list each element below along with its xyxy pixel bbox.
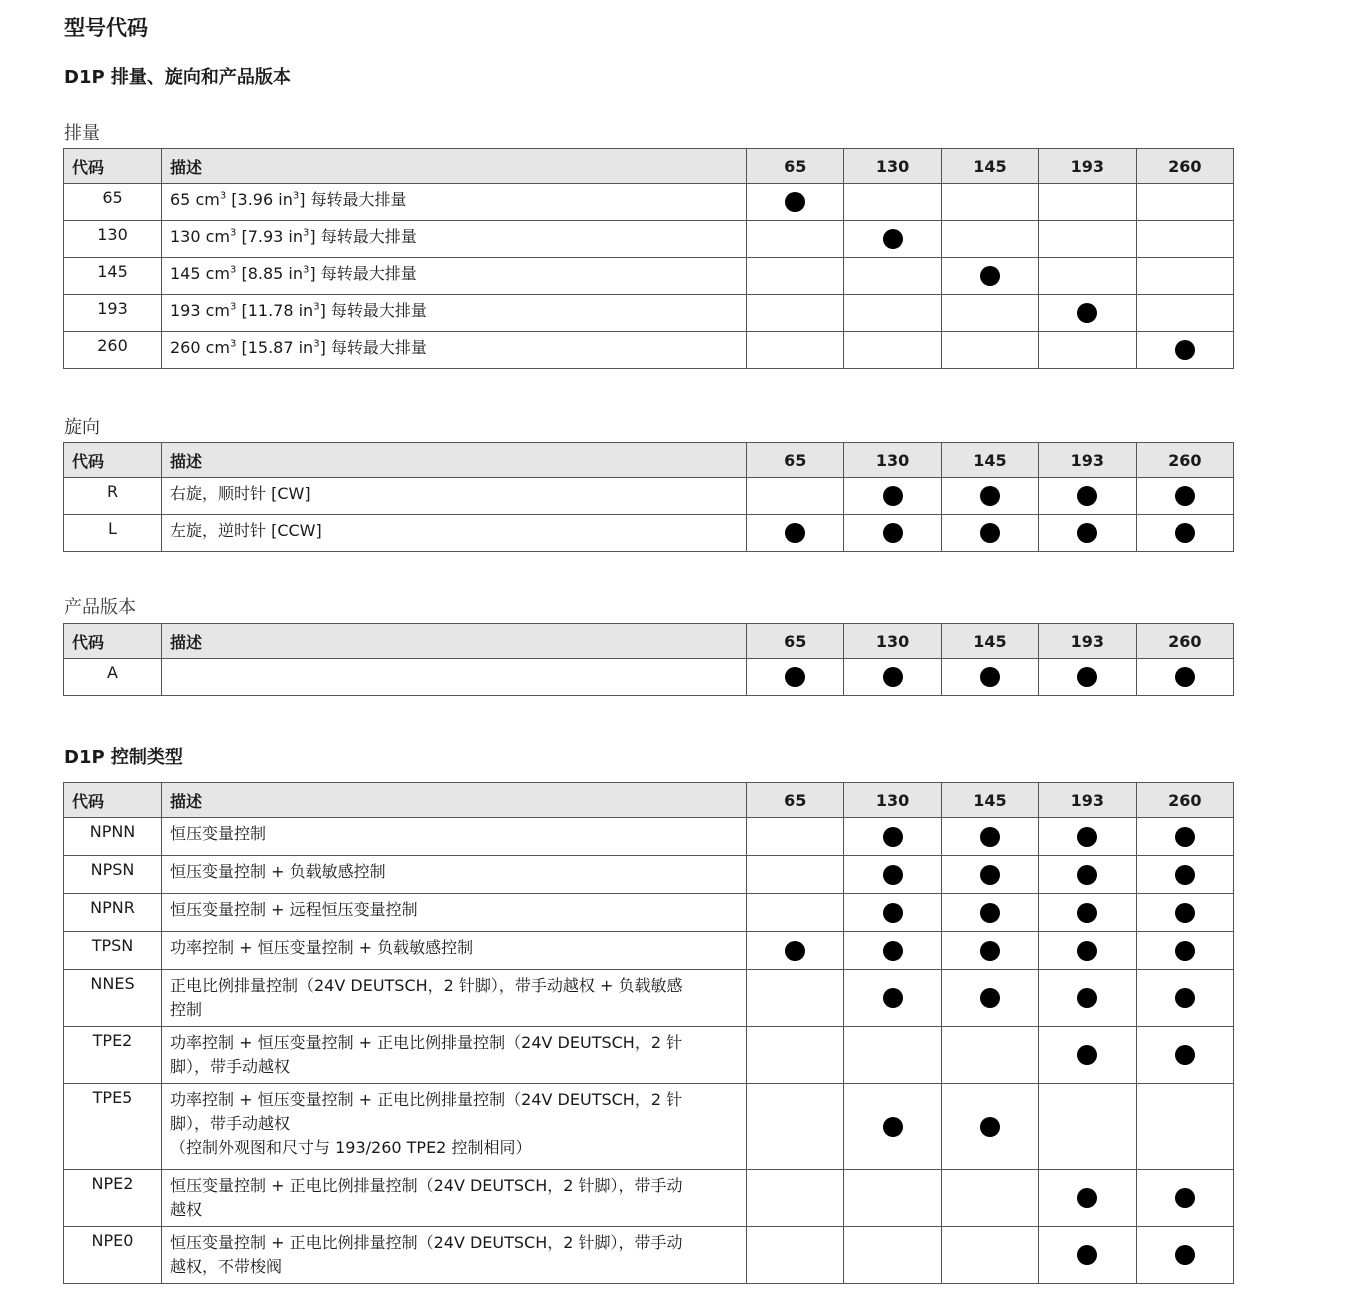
code-cell: NNES: [64, 970, 162, 1027]
availability-dot-icon: [1077, 1045, 1097, 1065]
availability-dot-icon: [980, 523, 1000, 543]
availability-dot-icon: [883, 903, 903, 923]
superscript: 3: [292, 190, 300, 202]
availability-dot-icon: [1175, 1045, 1195, 1065]
availability-dot-icon: [1175, 865, 1195, 885]
availability-dot-icon: [980, 988, 1000, 1008]
availability-cell-193: [1039, 332, 1136, 369]
superscript: 3: [230, 264, 237, 276]
availability-cell-65: [747, 659, 844, 696]
column-header-size-145: 145: [941, 149, 1038, 184]
availability-cell-260: [1136, 932, 1233, 970]
description-cell: 左旋，逆时针 [CCW]: [162, 515, 747, 552]
availability-cell-260: [1136, 818, 1233, 856]
section-title-displacement-rotation-version: D1P 排量、旋向和产品版本: [64, 67, 291, 88]
description-cell: 130 $cm^3$ [7.93 $in^3$] 每转最大排量: [162, 221, 747, 258]
table-row: [64, 332, 1234, 369]
availability-cell-65: [747, 295, 844, 332]
table-row: [64, 818, 1234, 856]
availability-dot-icon: [1175, 1188, 1195, 1208]
product-version-table: [63, 623, 1234, 696]
description-cell: 193 $cm^3$ [11.78 $in^3$] 每转最大排量: [162, 295, 747, 332]
availability-cell-193: [1039, 932, 1136, 970]
availability-cell-260: [1136, 478, 1233, 515]
column-header-size-130: 130: [844, 443, 941, 478]
availability-cell-145: [941, 515, 1038, 552]
availability-cell-65: [747, 515, 844, 552]
column-header-description: 描述: [162, 624, 747, 659]
code-cell: L: [64, 515, 162, 552]
availability-dot-icon: [883, 486, 903, 506]
column-header-size-193: 193: [1039, 624, 1136, 659]
page-title: 型号代码: [64, 16, 148, 40]
availability-dot-icon: [785, 667, 805, 687]
availability-cell-260: [1136, 856, 1233, 894]
availability-cell-130: [844, 932, 941, 970]
availability-cell-65: [747, 970, 844, 1027]
availability-dot-icon: [883, 523, 903, 543]
superscript: 3: [230, 338, 237, 350]
availability-dot-icon: [980, 266, 1000, 286]
table-row: [64, 970, 1234, 1027]
table-row: [64, 1227, 1234, 1284]
availability-dot-icon: [980, 865, 1000, 885]
availability-cell-193: [1039, 221, 1136, 258]
availability-dot-icon: [883, 667, 903, 687]
availability-cell-65: [747, 818, 844, 856]
availability-cell-130: [844, 478, 941, 515]
availability-cell-130: [844, 1170, 941, 1227]
control-type-table: [63, 782, 1234, 1284]
availability-cell-145: [941, 894, 1038, 932]
description-cell: 恒压变量控制: [162, 818, 747, 856]
superscript: 3: [303, 264, 310, 276]
availability-cell-65: [747, 1027, 844, 1084]
availability-cell-65: [747, 332, 844, 369]
availability-dot-icon: [1175, 941, 1195, 961]
description-cell: 260 $cm^3$ [15.87 $in^3$] 每转最大排量: [162, 332, 747, 369]
caption-rotation: 旋向: [64, 417, 100, 438]
availability-cell-65: [747, 258, 844, 295]
availability-dot-icon: [1175, 903, 1195, 923]
availability-cell-260: [1136, 515, 1233, 552]
availability-dot-icon: [1175, 988, 1195, 1008]
table-row: [64, 1027, 1234, 1084]
availability-dot-icon: [1077, 303, 1097, 323]
availability-dot-icon: [883, 229, 903, 249]
availability-cell-260: [1136, 1170, 1233, 1227]
caption-displacement: 排量: [64, 123, 100, 144]
availability-dot-icon: [1175, 523, 1195, 543]
availability-cell-65: [747, 478, 844, 515]
column-header-code: 代码: [64, 443, 162, 478]
table-row: [64, 258, 1234, 295]
availability-cell-260: [1136, 659, 1233, 696]
column-header-description: 描述: [162, 149, 747, 184]
availability-cell-145: [941, 184, 1038, 221]
availability-cell-193: [1039, 659, 1136, 696]
description-cell: 恒压变量控制 + 正电比例排量控制（24V DEUTSCH，2 针脚），带手动 越权，不带梭阀: [162, 1227, 747, 1284]
code-cell: 145: [64, 258, 162, 295]
table-header-row: [64, 624, 1234, 659]
superscript: 3: [313, 338, 320, 350]
description-cell: 恒压变量控制 + 正电比例排量控制（24V DEUTSCH，2 针脚），带手动 越权: [162, 1170, 747, 1227]
availability-cell-145: [941, 332, 1038, 369]
code-cell: 65: [64, 184, 162, 221]
availability-dot-icon: [1077, 988, 1097, 1008]
availability-dot-icon: [980, 1117, 1000, 1137]
availability-cell-260: [1136, 221, 1233, 258]
availability-cell-65: [747, 1084, 844, 1170]
description-cell: [162, 659, 747, 696]
availability-dot-icon: [1175, 667, 1195, 687]
availability-cell-193: [1039, 1227, 1136, 1284]
availability-cell-130: [844, 818, 941, 856]
availability-dot-icon: [883, 865, 903, 885]
availability-cell-193: [1039, 1084, 1136, 1170]
description-cell: 右旋，顺时针 [CW]: [162, 478, 747, 515]
table-row: [64, 659, 1234, 696]
column-header-size-65: 65: [747, 443, 844, 478]
availability-dot-icon: [1077, 486, 1097, 506]
description-cell: 恒压变量控制 + 远程恒压变量控制: [162, 894, 747, 932]
availability-dot-icon: [1077, 941, 1097, 961]
availability-cell-145: [941, 659, 1038, 696]
column-header-size-260: 260: [1136, 624, 1233, 659]
availability-cell-145: [941, 295, 1038, 332]
column-header-size-130: 130: [844, 149, 941, 184]
availability-dot-icon: [980, 667, 1000, 687]
availability-cell-193: [1039, 818, 1136, 856]
table-row: [64, 1084, 1234, 1170]
availability-cell-130: [844, 1227, 941, 1284]
superscript: 3: [313, 301, 320, 313]
availability-cell-130: [844, 856, 941, 894]
code-cell: TPSN: [64, 932, 162, 970]
availability-cell-145: [941, 1227, 1038, 1284]
availability-cell-193: [1039, 258, 1136, 295]
table-row: [64, 1170, 1234, 1227]
code-cell: NPSN: [64, 856, 162, 894]
availability-cell-130: [844, 1084, 941, 1170]
availability-cell-260: [1136, 295, 1233, 332]
column-header-size-260: 260: [1136, 443, 1233, 478]
table-header-row: [64, 149, 1234, 184]
availability-cell-260: [1136, 332, 1233, 369]
column-header-size-260: 260: [1136, 149, 1233, 184]
table-row: [64, 932, 1234, 970]
availability-cell-193: [1039, 1027, 1136, 1084]
table-header-row: [64, 443, 1234, 478]
availability-dot-icon: [1175, 340, 1195, 360]
availability-cell-145: [941, 1027, 1038, 1084]
availability-cell-130: [844, 515, 941, 552]
column-header-code: 代码: [64, 624, 162, 659]
availability-cell-145: [941, 856, 1038, 894]
availability-cell-193: [1039, 970, 1136, 1027]
availability-dot-icon: [1077, 903, 1097, 923]
column-header-size-145: 145: [941, 443, 1038, 478]
code-cell: A: [64, 659, 162, 696]
availability-cell-193: [1039, 478, 1136, 515]
column-header-size-145: 145: [941, 783, 1038, 818]
availability-cell-260: [1136, 970, 1233, 1027]
availability-cell-260: [1136, 1084, 1233, 1170]
availability-cell-130: [844, 332, 941, 369]
caption-product-version: 产品版本: [64, 597, 136, 618]
availability-cell-145: [941, 818, 1038, 856]
availability-cell-130: [844, 894, 941, 932]
superscript: 3: [230, 301, 237, 313]
availability-cell-130: [844, 295, 941, 332]
availability-dot-icon: [883, 827, 903, 847]
description-cell: 功率控制 + 恒压变量控制 + 正电比例排量控制（24V DEUTSCH，2 针 脚），带手动越权: [162, 1027, 747, 1084]
availability-cell-130: [844, 258, 941, 295]
availability-cell-260: [1136, 1027, 1233, 1084]
availability-cell-130: [844, 970, 941, 1027]
description-cell: 功率控制 + 恒压变量控制 + 正电比例排量控制（24V DEUTSCH，2 针 脚），带手动越权 （控制外观图和尺寸与 193/260 TPE2 控制相同）: [162, 1084, 747, 1170]
column-header-code: 代码: [64, 149, 162, 184]
availability-dot-icon: [883, 988, 903, 1008]
availability-dot-icon: [883, 941, 903, 961]
availability-cell-65: [747, 1227, 844, 1284]
availability-cell-260: [1136, 1227, 1233, 1284]
availability-dot-icon: [1077, 1245, 1097, 1265]
availability-cell-260: [1136, 184, 1233, 221]
code-cell: TPE2: [64, 1027, 162, 1084]
displacement-table: [63, 148, 1234, 369]
availability-cell-193: [1039, 856, 1136, 894]
availability-dot-icon: [1077, 865, 1097, 885]
column-header-size-260: 260: [1136, 783, 1233, 818]
availability-cell-145: [941, 221, 1038, 258]
column-header-size-65: 65: [747, 624, 844, 659]
superscript: 3: [230, 227, 237, 239]
rotation-table: [63, 442, 1234, 552]
column-header-code: 代码: [64, 783, 162, 818]
superscript: 3: [219, 190, 227, 202]
availability-cell-145: [941, 478, 1038, 515]
column-header-description: 描述: [162, 443, 747, 478]
availability-dot-icon: [1175, 827, 1195, 847]
availability-cell-260: [1136, 894, 1233, 932]
section-title-control-type: D1P 控制类型: [64, 747, 183, 768]
availability-dot-icon: [1077, 523, 1097, 543]
availability-cell-193: [1039, 515, 1136, 552]
column-header-size-130: 130: [844, 783, 941, 818]
description-cell: 65 $cm^3$ [3.96 $in^3$] 每转最大排量: [162, 184, 747, 221]
availability-dot-icon: [980, 903, 1000, 923]
availability-dot-icon: [1077, 667, 1097, 687]
availability-dot-icon: [1077, 1188, 1097, 1208]
availability-cell-145: [941, 258, 1038, 295]
availability-cell-65: [747, 856, 844, 894]
availability-cell-130: [844, 1027, 941, 1084]
availability-cell-65: [747, 894, 844, 932]
availability-dot-icon: [1077, 827, 1097, 847]
availability-cell-145: [941, 970, 1038, 1027]
availability-dot-icon: [1175, 1245, 1195, 1265]
superscript: 3: [303, 227, 310, 239]
availability-cell-193: [1039, 295, 1136, 332]
availability-cell-260: [1136, 258, 1233, 295]
availability-cell-65: [747, 932, 844, 970]
availability-cell-193: [1039, 894, 1136, 932]
table-row: [64, 295, 1234, 332]
availability-dot-icon: [980, 486, 1000, 506]
availability-dot-icon: [980, 941, 1000, 961]
availability-dot-icon: [883, 1117, 903, 1137]
code-cell: R: [64, 478, 162, 515]
table-row: [64, 894, 1234, 932]
description-cell: 功率控制 + 恒压变量控制 + 负载敏感控制: [162, 932, 747, 970]
column-header-size-193: 193: [1039, 783, 1136, 818]
code-cell: 130: [64, 221, 162, 258]
column-header-size-65: 65: [747, 149, 844, 184]
availability-cell-130: [844, 184, 941, 221]
code-cell: NPNN: [64, 818, 162, 856]
code-cell: NPE0: [64, 1227, 162, 1284]
availability-dot-icon: [1175, 486, 1195, 506]
description-cell: 恒压变量控制 + 负载敏感控制: [162, 856, 747, 894]
availability-dot-icon: [785, 523, 805, 543]
availability-cell-130: [844, 659, 941, 696]
availability-cell-193: [1039, 184, 1136, 221]
column-header-description: 描述: [162, 783, 747, 818]
availability-cell-65: [747, 1170, 844, 1227]
availability-cell-130: [844, 221, 941, 258]
column-header-size-65: 65: [747, 783, 844, 818]
column-header-size-130: 130: [844, 624, 941, 659]
availability-cell-145: [941, 1170, 1038, 1227]
table-row: [64, 856, 1234, 894]
availability-dot-icon: [785, 941, 805, 961]
code-cell: NPE2: [64, 1170, 162, 1227]
description-cell: 正电比例排量控制（24V DEUTSCH，2 针脚），带手动越权 + 负载敏感 控制: [162, 970, 747, 1027]
availability-dot-icon: [980, 827, 1000, 847]
table-row: [64, 184, 1234, 221]
availability-cell-145: [941, 1084, 1038, 1170]
column-header-size-145: 145: [941, 624, 1038, 659]
column-header-size-193: 193: [1039, 149, 1136, 184]
availability-cell-65: [747, 221, 844, 258]
description-cell: 145 $cm^3$ [8.85 $in^3$] 每转最大排量: [162, 258, 747, 295]
availability-cell-193: [1039, 1170, 1136, 1227]
table-row: [64, 478, 1234, 515]
availability-dot-icon: [785, 192, 805, 212]
table-row: [64, 515, 1234, 552]
code-cell: 193: [64, 295, 162, 332]
table-header-row: [64, 783, 1234, 818]
availability-cell-65: [747, 184, 844, 221]
column-header-size-193: 193: [1039, 443, 1136, 478]
code-cell: NPNR: [64, 894, 162, 932]
code-cell: TPE5: [64, 1084, 162, 1170]
availability-cell-145: [941, 932, 1038, 970]
code-cell: 260: [64, 332, 162, 369]
table-row: [64, 221, 1234, 258]
